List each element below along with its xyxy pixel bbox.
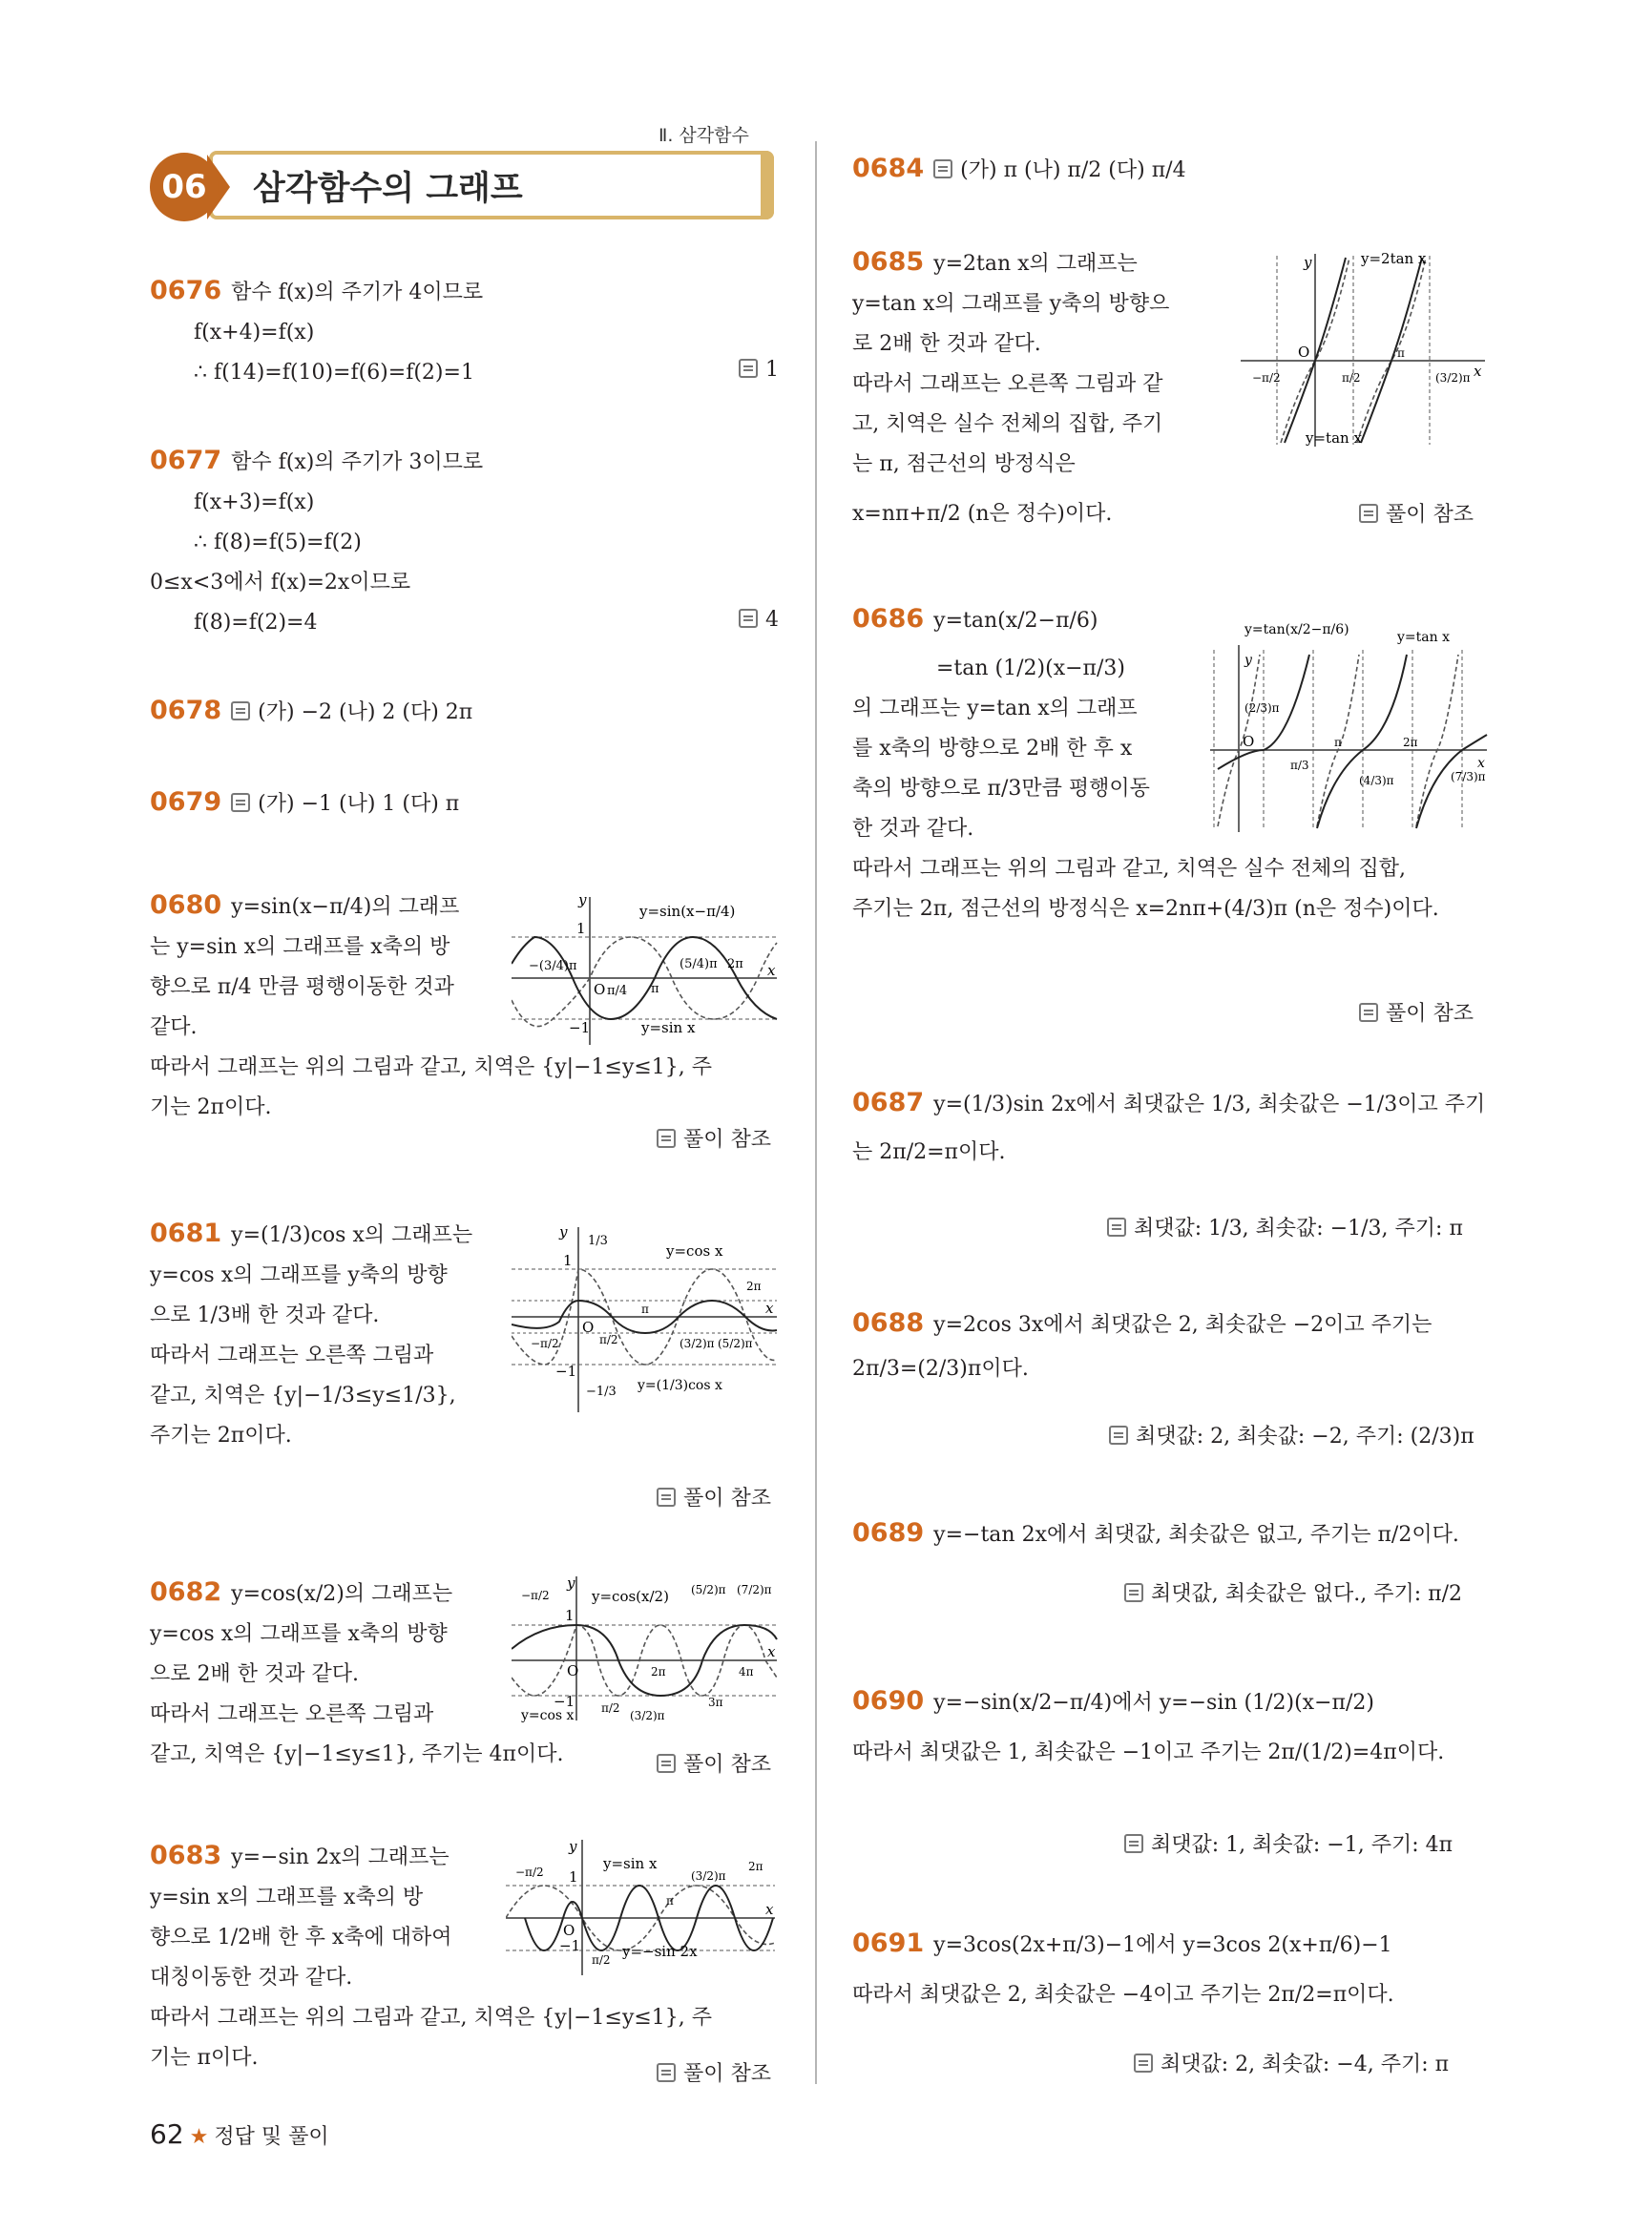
svg-text:(7/3)π: (7/3)π bbox=[1451, 770, 1486, 783]
axis-label-y: y bbox=[578, 891, 587, 908]
problem-0685: 0685 y=2tan x의 그래프는 y=tan x의 그래프를 y축의 방향으 로 2배 한 것과 같다. 따라서 그래프는 오른쪽 그림과 같 고, 치역은 실수 전체의 집합, 주기 는 π, 점근선의 방정식은 x=nπ+π/2 (n은 정수)이다. bbox=[852, 247, 1170, 526]
svg-text:π/2: π/2 bbox=[592, 1953, 611, 1967]
problem-0684: 0684 (가) π (나) π/2 (다) π/4 bbox=[852, 154, 1186, 183]
problem-number: 0679 bbox=[150, 787, 222, 817]
problem-number: 0686 bbox=[852, 604, 925, 634]
answer-0690: 최댓값: 1, 최솟값: −1, 주기: 4π bbox=[1124, 1828, 1453, 1858]
svg-text:y=−sin 2x: y=−sin 2x bbox=[622, 1943, 698, 1960]
problem-number: 0688 bbox=[852, 1308, 925, 1338]
svg-text:y=tan(x/2−π/6): y=tan(x/2−π/6) bbox=[1244, 622, 1349, 637]
problem-0680: 0680 y=sin(x−π/4)의 그래프 는 y=sin x의 그래프를 x축의 방 향으로 π/4 만큼 평행이동한 것과 같다. 따라서 그래프는 위의 그림과 같고, 치역은 {y|−1≤y≤1}, 주 기는 2π이다. bbox=[150, 890, 713, 1119]
answer-icon bbox=[1124, 1583, 1143, 1602]
svg-text:x: x bbox=[1474, 363, 1482, 380]
svg-text:O: O bbox=[1243, 733, 1255, 750]
svg-text:π: π bbox=[641, 1303, 649, 1316]
svg-text:2π: 2π bbox=[651, 1665, 666, 1678]
svg-text:−π/2: −π/2 bbox=[1252, 371, 1281, 385]
answer-icon bbox=[231, 701, 250, 720]
svg-text:−1: −1 bbox=[555, 1363, 577, 1380]
svg-text:(5/4)π: (5/4)π bbox=[680, 957, 718, 971]
svg-text:1: 1 bbox=[563, 1252, 573, 1269]
svg-text:O: O bbox=[594, 981, 606, 998]
svg-text:π/4: π/4 bbox=[607, 984, 628, 998]
svg-text:x: x bbox=[765, 1300, 774, 1317]
svg-text:−(3/4)π: −(3/4)π bbox=[529, 959, 577, 973]
answer-0681: 풀이 참조 bbox=[657, 1482, 771, 1512]
problem-0689: 0689 y=−tan 2x에서 최댓값, 최솟값은 없고, 주기는 π/2이다. bbox=[852, 1518, 1459, 1548]
svg-text:−π/2: −π/2 bbox=[521, 1589, 550, 1602]
svg-text:y: y bbox=[1244, 653, 1252, 668]
svg-text:2π: 2π bbox=[748, 1860, 763, 1873]
svg-text:(5/2)π: (5/2)π bbox=[691, 1583, 726, 1596]
svg-text:π/3: π/3 bbox=[1290, 759, 1309, 772]
answer-icon bbox=[739, 609, 758, 628]
svg-text:π/2: π/2 bbox=[601, 1701, 620, 1715]
svg-text:3π: 3π bbox=[708, 1696, 723, 1709]
svg-text:y: y bbox=[569, 1838, 577, 1855]
svg-text:1: 1 bbox=[565, 1607, 575, 1624]
svg-text:x: x bbox=[767, 962, 776, 979]
problem-0682: 0682 y=cos(x/2)의 그래프는 y=cos x의 그래프를 x축의 방향 으로 2배 한 것과 같다. 따라서 그래프는 오른쪽 그림과 같고, 치역은 {y|−1≤y≤1}, 주기는 4π이다. bbox=[150, 1577, 564, 1766]
problem-0681: 0681 y=(1/3)cos x의 그래프는 y=cos x의 그래프를 y축의 방향 으로 1/3배 한 것과 같다. 따라서 그래프는 오른쪽 그림과 같고, 치역은 {y|−1/3≤y≤1/3}, 주기는 2π이다. bbox=[150, 1219, 473, 1448]
page-footer bbox=[150, 2118, 329, 2150]
answer-0687: 최댓값: 1/3, 최솟값: −1/3, 주기: π bbox=[1107, 1212, 1463, 1241]
svg-text:(3/2)π: (3/2)π bbox=[680, 1337, 715, 1350]
svg-text:1/3: 1/3 bbox=[588, 1234, 608, 1248]
svg-text:y: y bbox=[559, 1223, 568, 1241]
svg-text:2π: 2π bbox=[1403, 736, 1418, 749]
problem-0678: 0678 (가) −2 (나) 2 (다) 2π bbox=[150, 696, 473, 725]
svg-text:−1: −1 bbox=[554, 1693, 575, 1710]
answer-0688: 최댓값: 2, 최솟값: −2, 주기: (2/3)π bbox=[1109, 1420, 1474, 1449]
star-icon: ★ bbox=[189, 2125, 209, 2149]
svg-text:y=(1/3)cos x: y=(1/3)cos x bbox=[638, 1378, 722, 1393]
svg-text:−1/3: −1/3 bbox=[586, 1385, 617, 1399]
problem-0676: 0676 함수 f(x)의 주기가 4이므로 f(x+4)=f(x) ∴ f(14)=f(10)=f(6)=f(2)=1 bbox=[150, 276, 484, 385]
answer-icon bbox=[231, 793, 250, 812]
graph-0682 bbox=[512, 1573, 781, 1725]
answer-icon bbox=[1359, 504, 1378, 523]
svg-text:π: π bbox=[1334, 736, 1342, 749]
svg-text:π/2: π/2 bbox=[1342, 371, 1361, 385]
problem-0679: 0679 (가) −1 (나) 1 (다) π bbox=[150, 787, 460, 817]
svg-text:y=cos x: y=cos x bbox=[521, 1708, 575, 1723]
svg-text:y=sin x: y=sin x bbox=[641, 1019, 696, 1036]
footer-label: 정답 및 풀이 bbox=[214, 2125, 329, 2149]
problem-number: 0676 bbox=[150, 276, 222, 305]
svg-text:y=cos x: y=cos x bbox=[666, 1242, 723, 1260]
svg-text:O: O bbox=[582, 1319, 595, 1336]
problem-0691: 0691 y=3cos(2x+π/3)−1에서 y=3cos 2(x+π/6)−1 따라서 최댓값은 2, 최솟값은 −4이고 주기는 2π/2=π이다. bbox=[852, 1929, 1394, 2007]
chapter-number: 06 bbox=[150, 153, 219, 221]
svg-text:y=sin(x−π/4): y=sin(x−π/4) bbox=[639, 903, 736, 920]
answer-0689: 최댓값, 최솟값은 없다., 주기: π/2 bbox=[1124, 1577, 1462, 1607]
svg-text:1: 1 bbox=[569, 1868, 578, 1886]
problem-number: 0690 bbox=[852, 1686, 925, 1716]
svg-text:y: y bbox=[567, 1574, 575, 1592]
svg-text:x: x bbox=[1477, 756, 1485, 771]
svg-text:O: O bbox=[563, 1922, 575, 1939]
problem-number: 0689 bbox=[852, 1518, 925, 1548]
svg-text:(2/3)π: (2/3)π bbox=[1244, 701, 1280, 715]
problem-number: 0677 bbox=[150, 446, 222, 475]
svg-text:1: 1 bbox=[576, 920, 586, 937]
page-number: 62 bbox=[150, 2118, 184, 2150]
svg-text:4π: 4π bbox=[739, 1665, 754, 1678]
svg-text:(5/2)π: (5/2)π bbox=[718, 1337, 753, 1350]
answer-icon bbox=[1124, 1834, 1143, 1853]
problem-number: 0681 bbox=[150, 1219, 222, 1248]
answer-0683: 풀이 참조 bbox=[657, 2057, 771, 2087]
graph-0681 bbox=[512, 1221, 781, 1417]
svg-text:O: O bbox=[1298, 344, 1310, 361]
answer-0685: 풀이 참조 bbox=[1359, 498, 1474, 528]
svg-text:−π/2: −π/2 bbox=[531, 1337, 559, 1350]
problem-number: 0678 bbox=[150, 696, 222, 725]
answer-icon bbox=[933, 159, 952, 178]
problem-number: 0691 bbox=[852, 1929, 925, 1958]
problem-number: 0682 bbox=[150, 1577, 222, 1607]
answer-icon bbox=[657, 1754, 676, 1773]
svg-text:x: x bbox=[765, 1901, 774, 1918]
problem-number: 0684 bbox=[852, 154, 925, 183]
answer-icon bbox=[1134, 2054, 1153, 2073]
svg-text:y=sin x: y=sin x bbox=[603, 1855, 658, 1872]
svg-text:y: y bbox=[1304, 254, 1312, 271]
problem-number: 0680 bbox=[150, 890, 222, 920]
answer-icon bbox=[657, 2063, 676, 2082]
svg-text:π: π bbox=[1397, 346, 1405, 360]
answer-0680: 풀이 참조 bbox=[657, 1123, 771, 1153]
svg-text:O: O bbox=[567, 1662, 579, 1679]
answer-icon bbox=[1359, 1003, 1378, 1022]
chapter-title: 삼각함수의 그래프 bbox=[253, 170, 523, 208]
svg-text:y=cos(x/2): y=cos(x/2) bbox=[592, 1588, 669, 1605]
chapter-banner bbox=[150, 145, 780, 225]
graph-0680 bbox=[512, 887, 781, 1050]
problem-0686: 0686 y=tan(x/2−π/6) =tan (1/2)(x−π/3) 의 그래프는 y=tan x의 그래프 를 x축의 방향으로 2배 한 후 x 축의 방향으로 π/3만큼 평행이동 한 것과 같다. 따라서 그래프는 위의 그림과 같고, 치역은 실수 전체의 집합, 주기는 2π, 점근선의 방정식은 x=2nπ+(4/3)π (n은 정수)이다. bbox=[852, 604, 1439, 921]
svg-text:x: x bbox=[767, 1643, 776, 1660]
svg-text:−1: −1 bbox=[569, 1019, 591, 1036]
problem-number: 0685 bbox=[852, 247, 925, 277]
svg-text:y=tan x: y=tan x bbox=[1397, 630, 1450, 645]
answer-icon bbox=[657, 1488, 676, 1507]
answer-0691: 최댓값: 2, 최솟값: −4, 주기: π bbox=[1134, 2048, 1449, 2077]
column-divider bbox=[815, 141, 817, 2084]
svg-text:π: π bbox=[651, 982, 659, 996]
section-header: Ⅱ. 삼각함수 bbox=[659, 125, 749, 146]
problem-number: 0687 bbox=[852, 1088, 925, 1117]
answer-0676: 1 bbox=[739, 358, 779, 382]
problem-0690: 0690 y=−sin(x/2−π/4)에서 y=−sin (1/2)(x−π/2) 따라서 최댓값은 1, 최솟값은 −1이고 주기는 2π/(1/2)=4π이다. bbox=[852, 1686, 1445, 1764]
svg-text:(3/2)π: (3/2)π bbox=[691, 1869, 726, 1883]
svg-text:π/2: π/2 bbox=[599, 1333, 618, 1346]
graph-0686 bbox=[1210, 607, 1491, 836]
svg-text:(4/3)π: (4/3)π bbox=[1359, 774, 1394, 787]
answer-icon bbox=[1107, 1218, 1126, 1237]
svg-text:(7/2)π: (7/2)π bbox=[737, 1583, 772, 1596]
problem-0688: 0688 y=2cos 3x에서 최댓값은 2, 최솟값은 −2이고 주기는 2π/3=(2/3)π이다. bbox=[852, 1308, 1432, 1381]
svg-text:y=2tan x: y=2tan x bbox=[1361, 250, 1427, 267]
answer-icon bbox=[657, 1129, 676, 1148]
graph-0683 bbox=[506, 1836, 781, 1979]
svg-text:2π: 2π bbox=[746, 1280, 762, 1293]
answer-0682: 풀이 참조 bbox=[657, 1748, 771, 1778]
answer-icon bbox=[739, 359, 758, 378]
svg-text:(3/2)π: (3/2)π bbox=[1435, 371, 1471, 385]
svg-text:−π/2: −π/2 bbox=[515, 1866, 544, 1879]
svg-text:π: π bbox=[666, 1894, 674, 1908]
problem-0677: 0677 함수 f(x)의 주기가 3이므로 f(x+3)=f(x) ∴ f(8)=f(5)=f(2) 0≤x<3에서 f(x)=2x이므로 f(8)=f(2)=4 bbox=[150, 446, 484, 635]
graph-0685 bbox=[1241, 246, 1491, 448]
problem-0683: 0683 y=−sin 2x의 그래프는 y=sin x의 그래프를 x축의 방 향으로 1/2배 한 후 x축에 대하여 대칭이동한 것과 같다. 따라서 그래프는 위의 그림과 같고, 치역은 {y|−1≤y≤1}, 주 기는 π이다. bbox=[150, 1841, 713, 2070]
svg-text:y=tan x: y=tan x bbox=[1306, 429, 1362, 447]
answer-0686: 풀이 참조 bbox=[1359, 997, 1474, 1027]
svg-text:(3/2)π: (3/2)π bbox=[630, 1709, 665, 1722]
svg-text:2π: 2π bbox=[727, 957, 743, 971]
problem-number: 0683 bbox=[150, 1841, 222, 1870]
problem-0687: 0687 y=(1/3)sin 2x에서 최댓값은 1/3, 최솟값은 −1/3이고 주기 는 2π/2=π이다. bbox=[852, 1088, 1486, 1164]
answer-icon bbox=[1109, 1426, 1128, 1445]
answer-0677: 4 bbox=[739, 608, 779, 632]
svg-text:−1: −1 bbox=[559, 1937, 581, 1954]
